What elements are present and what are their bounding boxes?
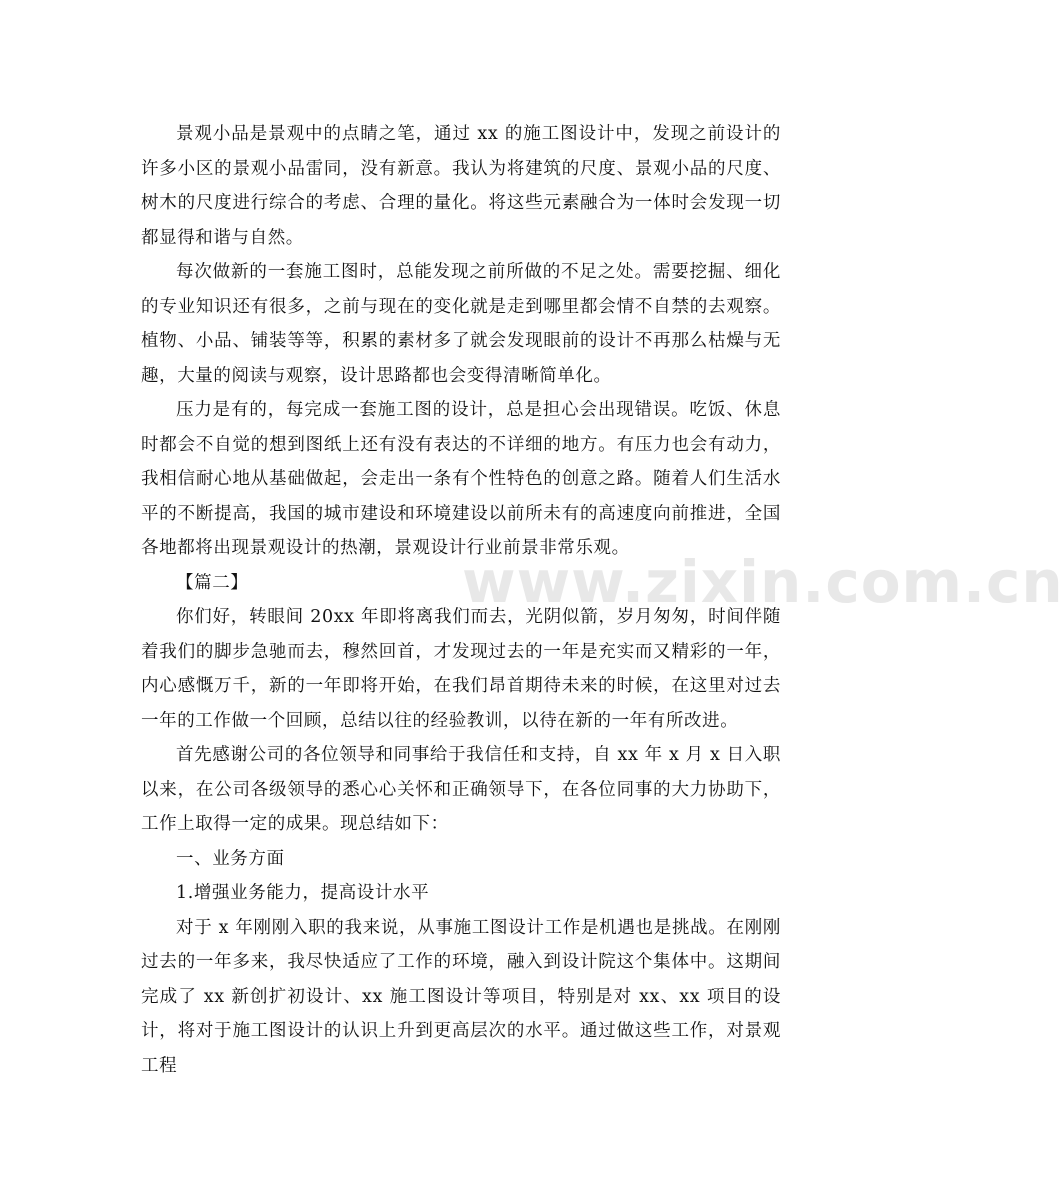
subheading-design-skills: 1.增强业务能力，提高设计水平: [176, 883, 430, 903]
paragraph-4: 你们好，转眼间 20xx 年即将离我们而去，光阴似箭，岁月匆匆，时间伴随着我们的脚步急驰而去，穆然回首，才发现过去的一年是充实而又精彩的一年，内心感慨万千，新的一年即将开始，在我们昂首期待未来的时候，在这里对过去一年的工作做一个回顾，总结以往的经验教训，以待在新的一年有所改进。: [141, 607, 781, 731]
paragraph-2: 每次做新的一套施工图时，总能发现之前所做的不足之处。需要挖掘、细化的专业知识还有很多，之前与现在的变化就是走到哪里都会情不自禁的去观察。植物、小品、铺装等等，积累的素材多了就会发现眼前的设计不再那么枯燥与无趣，大量的阅读与观察，设计思路都也会变得清晰简单化。: [141, 262, 781, 386]
paragraph-1: 景观小品是景观中的点睛之笔，通过 xx 的施工图设计中，发现之前设计的许多小区的景观小品雷同，没有新意。我认为将建筑的尺度、景观小品的尺度、树木的尺度进行综合的考虑、合理的量化。将这些元素融合为一体时会发现一切都显得和谐与自然。: [141, 124, 781, 248]
paragraph-3: 压力是有的，每完成一套施工图的设计，总是担心会出现错误。吃饭、休息时都会不自觉的想到图纸上还有没有表达的不详细的地方。有压力也会有动力，我相信耐心地从基础做起，会走出一条有个性特色的创意之路。随着人们生活水平的不断提高，我国的城市建设和环境建设以前所未有的高速度向前推进，全国各地都将出现景观设计的热潮，景观设计行业前景非常乐观。: [141, 400, 781, 558]
watermark-text: www.zixin.com.cn: [462, 548, 1064, 616]
document-body: [141, 117, 781, 1083]
section-heading-part-two: 【篇二】: [176, 572, 249, 593]
paragraph-5: 首先感谢公司的各位领导和同事给于我信任和支持，自 xx 年 x 月 x 日入职以来，在公司各级领导的悉心心关怀和正确领导下，在各位同事的大力协助下，工作上取得一定的成果。现总结如下：: [141, 745, 781, 834]
paragraph-6: 对于 x 年刚刚入职的我来说，从事施工图设计工作是机遇也是挑战。在刚刚过去的一年多来，我尽快适应了工作的环境，融入到设计院这个集体中。这期间完成了 xx 新创扩初设计、xx 施工图设计等项目，特别是对 xx、xx 项目的设计，将对于施工图设计的认识上升到更高层次的水平。通过做这些工作，对景观工程: [141, 917, 781, 1076]
subheading-business: 一、业务方面: [176, 848, 285, 869]
